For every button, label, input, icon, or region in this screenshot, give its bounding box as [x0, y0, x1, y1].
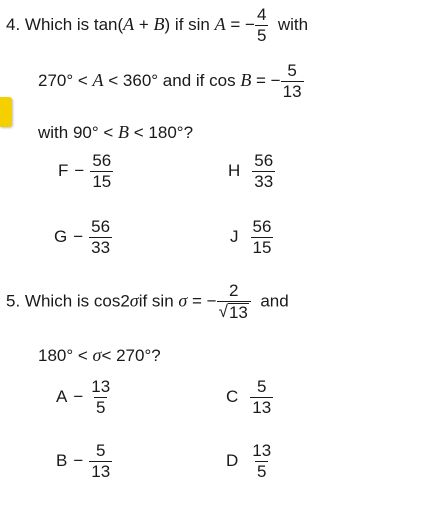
choice-h[interactable] — [228, 152, 275, 191]
numerator: 2 — [228, 281, 239, 300]
var-sigma: σ — [129, 290, 139, 311]
choice-fraction — [251, 218, 274, 257]
var-b: B — [240, 69, 252, 90]
var-b: B — [153, 13, 165, 34]
choice-sign: − — [73, 387, 84, 407]
fraction-sin-sigma — [217, 282, 251, 322]
denominator: 13 — [252, 397, 272, 417]
condition-text: with 90° < — [38, 123, 119, 142]
question-5-line-2 — [38, 345, 161, 366]
question-4-line-3 — [38, 122, 193, 143]
denominator: 13 — [91, 461, 111, 481]
choice-a[interactable] — [56, 378, 112, 417]
choice-letter: H — [228, 161, 241, 181]
numerator: 56 — [254, 151, 274, 170]
numerator: 56 — [92, 151, 112, 170]
denominator: 5 — [96, 397, 106, 417]
choice-g[interactable] — [54, 218, 112, 257]
choice-sign: − — [74, 161, 85, 181]
question-text: with — [277, 14, 309, 34]
var-a: A — [123, 13, 135, 34]
bookmark-tab[interactable] — [0, 97, 12, 127]
choice-b[interactable] — [56, 442, 112, 481]
condition-text: 180° < — [38, 346, 93, 365]
sqrt-icon: √ — [218, 301, 228, 321]
var-sigma: σ — [92, 345, 102, 365]
question-text: and — [260, 291, 289, 311]
question-number: 5. — [6, 291, 21, 311]
question-text: Which is tan( — [24, 14, 124, 34]
numerator: 56 — [252, 217, 272, 236]
numerator: 5 — [257, 377, 267, 396]
choice-letter: C — [226, 387, 239, 407]
choice-c[interactable] — [226, 378, 273, 417]
question-number: 4. — [6, 14, 21, 34]
condition-text: < 360° and if cos — [103, 70, 236, 90]
choice-sign: − — [73, 451, 84, 471]
choice-letter: J — [230, 227, 239, 247]
condition-text: < 180°? — [129, 123, 194, 142]
numerator: 13 — [252, 441, 272, 460]
question-text: ) if sin — [164, 14, 210, 34]
choice-letter: B — [56, 451, 68, 471]
equals-negative: = − — [251, 70, 281, 90]
choice-letter: F — [58, 161, 69, 181]
choice-d[interactable] — [226, 442, 273, 481]
choice-letter: D — [226, 451, 239, 471]
denominator: 5 — [256, 25, 267, 45]
denominator: 13 — [282, 81, 302, 101]
question-text: if sin — [138, 291, 174, 311]
question-5-line-1 — [6, 282, 289, 322]
choice-sign: − — [73, 227, 84, 247]
choice-fraction — [89, 218, 112, 257]
numerator: 5 — [96, 441, 106, 460]
fraction-sin-a — [255, 6, 268, 45]
choice-j[interactable] — [230, 218, 273, 257]
choice-fraction — [90, 152, 113, 191]
choice-fraction — [250, 442, 273, 481]
var-sigma: σ — [178, 290, 188, 311]
choice-f[interactable] — [58, 152, 113, 191]
choice-fraction — [250, 378, 273, 417]
var-b: B — [118, 122, 130, 142]
denominator: 15 — [252, 237, 272, 257]
plus-sign: + — [134, 14, 154, 34]
denominator: 5 — [257, 461, 267, 481]
denominator: 15 — [92, 171, 112, 191]
numerator: 4 — [256, 5, 267, 24]
choice-letter: G — [54, 227, 68, 247]
sqrt-expression — [219, 303, 249, 322]
question-4-line-2 — [38, 62, 304, 101]
var-a: A — [92, 69, 104, 90]
numerator: 56 — [91, 217, 111, 236]
choice-letter: A — [56, 387, 68, 407]
choice-fraction — [89, 378, 112, 417]
fraction-cos-b — [281, 62, 304, 101]
choice-fraction — [89, 442, 112, 481]
denominator — [217, 301, 251, 322]
equals-negative: = − — [225, 14, 255, 34]
condition-text: 270° < — [38, 70, 93, 90]
equals-negative: = − — [187, 291, 217, 311]
numerator: 5 — [287, 61, 297, 80]
question-4-line-1 — [6, 6, 308, 45]
denominator: 33 — [91, 237, 111, 257]
denominator: 33 — [254, 171, 274, 191]
condition-text: < 270°? — [101, 346, 161, 365]
var-a: A — [214, 13, 226, 34]
numerator: 13 — [91, 377, 111, 396]
question-text: Which is cos2 — [24, 291, 130, 311]
choice-fraction — [252, 152, 275, 191]
radicand: 13 — [228, 302, 248, 322]
